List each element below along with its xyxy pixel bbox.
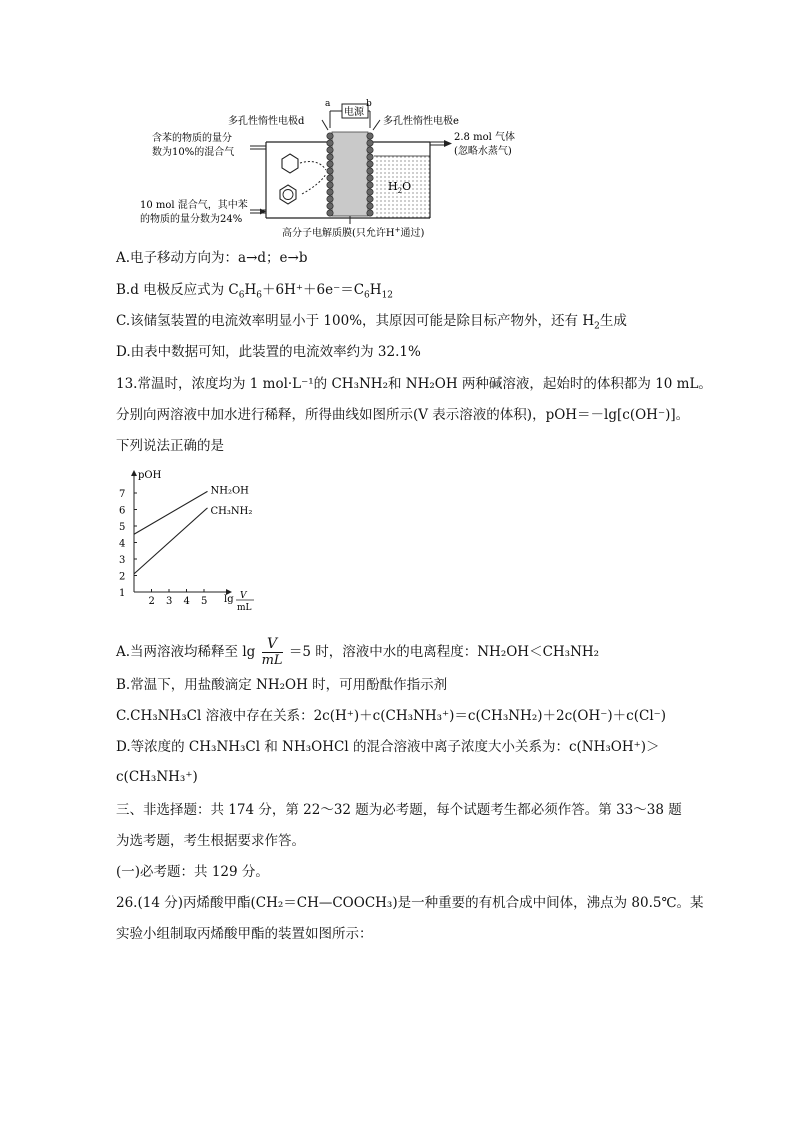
gas-label-1: 2.8 mol 气体 xyxy=(454,132,515,143)
x-axis-label-num: V xyxy=(240,591,247,601)
option-13-b: B.常温下，用盐酸滴定 NH₂OH 时，可用酚酞作指示剂 xyxy=(116,677,448,693)
inlet-label-2: 的物质的量分数为24% xyxy=(140,214,243,225)
section-3-line-3: (一)必考题：共 129 分。 xyxy=(116,864,269,880)
gas-label-2: (忽略水蒸气) xyxy=(454,146,512,157)
y-axis-label: pOH xyxy=(138,470,162,481)
water-label: $H_2O$ xyxy=(388,180,412,195)
option-13-a: A.当两溶液均稀释至 lg $\frac{V}{mL}$ ＝5 时，溶液中水的电离程度：NH₂OH＜CH₃NH₂ xyxy=(116,636,600,668)
q26-line-1: 26.(14 分)丙烯酸甲酯(CH₂＝CH—COOCH₃)是一种重要的有机合成中间体，沸点为 80.5℃。某 xyxy=(116,895,704,911)
y-tick-label: 7 xyxy=(119,489,126,500)
option-12-a: A.电子移动方向为：a→d；e→b xyxy=(116,250,308,266)
outlet-label-2: 数为10%的混合气 xyxy=(152,147,235,158)
x-tick-label: 4 xyxy=(183,596,190,607)
electrolysis-diagram xyxy=(140,96,540,242)
x-tick-label: 2 xyxy=(148,596,155,607)
y-axis-arrow xyxy=(131,470,137,476)
option-12-b: B.d 电极反应式为 $C_6H_6+6H^++6e^-=C_6H_{12}$ xyxy=(116,282,394,301)
section-3-line-2: 为选考题，考生根据要求作答。 xyxy=(116,833,305,849)
option-12-c: C.该储氢装置的电流效率明显小于 100%，其原因可能是除目标产物外，还有 $H_2$生成 xyxy=(116,313,627,332)
option-13-c: C.CH₃NH₃Cl 溶液中存在关系：2c(H⁺)＋c(CH₃NH₃⁺)＝c(CH₃NH₂)＋2c(OH⁻)＋c(Cl⁻) xyxy=(116,708,667,724)
terminal-a-label: a xyxy=(325,99,331,109)
benzene-icon xyxy=(280,185,296,204)
y-tick-label: 2 xyxy=(119,571,126,583)
series-line-0 xyxy=(134,491,208,534)
x-tick-label: 5 xyxy=(201,596,208,607)
series-label-0: NH₂OH xyxy=(210,485,249,497)
x-tick-label: 3 xyxy=(166,596,173,607)
outlet-label-1: 含苯的物质的量分 xyxy=(152,133,232,144)
electrolyte-membrane xyxy=(332,132,368,216)
series-line-1 xyxy=(134,508,208,574)
section-3-line-1: 三、非选择题：共 174 分，第 22～32 题为必考题，每个试题考生都必须作答。第 33～38 题 xyxy=(116,802,682,818)
y-tick-label: 1 xyxy=(119,588,126,599)
y-tick-label: 3 xyxy=(119,555,126,566)
option-13-d-line-2: c(CH₃NH₃⁺) xyxy=(116,769,198,785)
y-tick-label: 6 xyxy=(119,505,126,517)
q26-line-2: 实验小组制取丙烯酸甲酯的装置如图所示： xyxy=(116,926,373,942)
terminal-b-label: b xyxy=(366,99,372,109)
q13-line-3: 下列说法正确的是 xyxy=(116,438,224,454)
option-12-d: D.由表中数据可知，此装置的电流效率约为 32.1% xyxy=(116,344,421,360)
membrane-label: 高分子电解质膜(只允许H+通过) xyxy=(282,226,425,239)
x-axis-label-den: mL xyxy=(237,603,252,613)
option-13-d-line-1: D.等浓度的 CH₃NH₃Cl 和 NH₃OHCl 的混合溶液中离子浓度大小关系为：c(NH₃OH⁺)＞ xyxy=(116,739,660,755)
series-label-1: CH₃NH₂ xyxy=(210,505,253,517)
y-tick-label: 5 xyxy=(119,522,126,533)
inlet-label-1: 10 mol 混合气，其中苯 xyxy=(140,200,248,211)
y-tick-label: 4 xyxy=(119,538,126,550)
cyclohexane-icon xyxy=(282,154,298,173)
electrode-e-label: 多孔性惰性电极e xyxy=(383,116,459,127)
q13-line-1: 13.常温时，浓度均为 1 mol·L⁻¹的 CH₃NH₂和 NH₂OH 两种碱溶液，起始时的体积都为 10 mL。 xyxy=(116,376,712,392)
electrode-d-label: 多孔性惰性电极d xyxy=(228,116,305,127)
poh-chart xyxy=(116,466,266,616)
q13-line-2: 分别向两溶液中加水进行稀释，所得曲线如图所示(V 表示溶液的体积)，pOH＝－lg[c(OH⁻)]。 xyxy=(116,407,690,423)
power-label: 电源 xyxy=(344,107,364,118)
x-axis-label-lg: lg xyxy=(224,594,234,605)
